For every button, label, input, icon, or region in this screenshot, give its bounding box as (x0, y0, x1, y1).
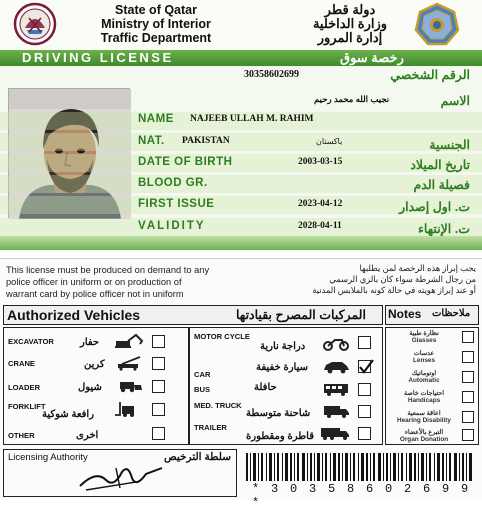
note-glasses (388, 330, 460, 344)
other-label: OTHER (8, 431, 35, 440)
note-label-ar: اعاقة سمعية (407, 410, 441, 417)
note-organ-donation (388, 429, 460, 443)
glasses-checkbox[interactable] (462, 331, 474, 343)
other-label-ar: اخرى (76, 430, 99, 441)
truck-icon (322, 403, 350, 419)
ministry-title: Ministry of Interior (101, 17, 211, 31)
note-handicaps (388, 390, 460, 404)
dob-label-ar: تاريخ الميلاد (410, 158, 470, 172)
note-label: Glasses (411, 337, 437, 344)
validity-row-bg (0, 218, 482, 236)
crane-label-ar: كرين (84, 359, 105, 370)
car-label: CAR (194, 370, 211, 379)
notice-arabic (282, 263, 476, 296)
car-checkbox[interactable] (358, 360, 371, 373)
excavator-checkbox[interactable] (152, 335, 165, 348)
excavator-label-ar: حفار (80, 337, 100, 348)
blood-group-label: BLOOD GR. (138, 177, 208, 189)
blood-row-bg (0, 175, 482, 193)
signature-icon (76, 462, 166, 492)
barcode-number: * 3 0 3 5 8 6 0 2 6 9 9 * (252, 482, 471, 510)
license-back (0, 258, 482, 510)
dob-value: 2003-03-15 (298, 157, 343, 167)
notes-title: Notes (388, 307, 422, 321)
med-truck-label: MED. TRUCK (194, 401, 242, 410)
note-lenses (388, 350, 460, 364)
license-title-ar: رخصة سوق (340, 50, 404, 65)
vehicles-title: Authorized Vehicles (7, 307, 141, 323)
bus-label: BUS (194, 385, 211, 394)
hearing-checkbox[interactable] (462, 411, 474, 423)
forklift-icon (114, 401, 144, 417)
excavator-icon (114, 333, 144, 349)
nationality-value: PAKISTAN (182, 136, 230, 146)
forklift-checkbox[interactable] (152, 403, 165, 416)
vehicles-title-ar: المركبات المصرح بقيادتها (236, 308, 366, 322)
notes-title-ar: ملاحظات (432, 308, 471, 319)
motorcycle-checkbox[interactable] (358, 336, 371, 349)
crane-checkbox[interactable] (152, 357, 165, 370)
nat-row-bg (0, 133, 482, 151)
handicaps-checkbox[interactable] (462, 391, 474, 403)
other-checkbox[interactable] (152, 427, 165, 440)
authority-label-ar: سلطة الترخيص (164, 451, 232, 463)
crane-icon (114, 355, 144, 371)
english-header (66, 3, 246, 45)
note-label-ar: اوتوماتيك (411, 370, 437, 377)
department-title-ar: إدارة المرور (317, 30, 383, 45)
name-label-ar: الاسم (440, 94, 470, 108)
arabic-header (280, 3, 420, 45)
loader-icon (114, 377, 144, 393)
authority-label: Licensing Authority (8, 452, 88, 463)
footer-band (0, 236, 482, 250)
loader-label: LOADER (8, 383, 41, 392)
notice-line: police officer in uniform or on production of (6, 277, 182, 287)
card-separator (0, 250, 482, 258)
first-issue-value: 2023-04-12 (298, 199, 343, 209)
lenses-checkbox[interactable] (462, 351, 474, 363)
notice-line-ar: من رجال الشرطة سواء كان بالزي الرسمي (329, 274, 476, 284)
crane-label: CRANE (8, 359, 36, 368)
notice-line-ar: يجب إبراز هذه الرخصة لمن يطلبها (359, 263, 476, 273)
med-truck-label-ar: شاحنة متوسطة (246, 408, 311, 419)
notice-line: This license must be produced on demand to any (6, 265, 210, 275)
ministry-title-ar: وزارة الداخلية (312, 16, 388, 31)
name-label: NAME (138, 113, 174, 125)
validity-value: 2028-04-11 (298, 221, 342, 231)
first-issue-label-ar: ت. اول إصدار (399, 200, 470, 214)
qatar-emblem-icon (12, 2, 58, 46)
notes-box (385, 327, 479, 445)
car-icon (322, 359, 350, 375)
department-title: Traffic Department (100, 31, 212, 45)
state-title: State of Qatar (115, 3, 197, 17)
forklift-label-ar: رافعة شوكية (42, 409, 95, 420)
notice-line-ar: أو عند إبراز هويته في حالة كونه بالملابس المدنية (312, 285, 476, 295)
dob-label: DATE OF BIRTH (138, 156, 233, 168)
med-truck-checkbox[interactable] (358, 405, 371, 418)
nationality-label-ar: الجنسية (429, 138, 470, 152)
note-label: Hearing Disability (397, 417, 451, 424)
trailer-label: TRAILER (194, 423, 227, 432)
nationality-label: NAT. (138, 135, 165, 147)
bus-label-ar: حافلة (254, 382, 277, 393)
excavator-label: EXCAVATOR (8, 337, 54, 346)
car-label-ar: سيارة خفيفة (256, 362, 308, 373)
motorcycle-label-ar: دراجة نارية (260, 341, 306, 352)
note-label-ar: عدسات (413, 350, 435, 357)
motorcycle-label: MOTOR CYCLE (194, 332, 250, 341)
name-value: NAJEEB ULLAH M. RAHIM (190, 114, 314, 124)
validity-label: VALIDITY (138, 220, 206, 232)
gcc-emblem-icon (414, 2, 460, 46)
trailer-checkbox[interactable] (358, 427, 371, 440)
note-label: Handicaps (407, 397, 441, 404)
notice-english (6, 264, 276, 300)
first-issue-label: FIRST ISSUE (138, 198, 215, 210)
forklift-label: FORKLIFT (8, 402, 46, 411)
note-automatic (388, 370, 460, 384)
note-label: Lenses (412, 357, 436, 364)
validity-label-ar: ت. الإنتهاء (417, 222, 470, 236)
bus-icon (322, 381, 350, 397)
motorcycle-icon (322, 335, 350, 351)
note-label: Organ Donation (399, 436, 449, 443)
loader-checkbox[interactable] (152, 380, 165, 393)
blood-group-label-ar: فصيلة الدم (413, 178, 470, 192)
trailer-icon (320, 425, 350, 441)
license-front (0, 0, 482, 250)
bus-checkbox[interactable] (358, 383, 371, 396)
trailer-label-ar: قاطرة ومقطورة (246, 431, 315, 442)
license-title: DRIVING LICENSE (22, 50, 174, 65)
checkmark-icon (359, 361, 372, 374)
note-hearing (388, 410, 460, 424)
note-label-ar: التبرع بالأعضاء (404, 429, 444, 436)
name-value-ar: نجيب الله محمد رحيم (314, 94, 390, 104)
barcode (244, 453, 476, 481)
note-label-ar: نظارة طبية (409, 330, 439, 337)
notice-line: warrant card by police officer not in uniform (6, 289, 184, 299)
organ-donation-checkbox[interactable] (462, 429, 474, 441)
nationality-value-ar: باكستان (316, 137, 343, 146)
loader-label-ar: شيول (78, 382, 102, 393)
state-title-ar: دولة قطر (324, 2, 376, 17)
automatic-checkbox[interactable] (462, 371, 474, 383)
personal-id-label-ar: الرقم الشخصي (390, 68, 470, 82)
personal-id-value: 30358602699 (244, 69, 299, 80)
note-label-ar: احتياجات خاصة (404, 390, 444, 397)
note-label: Automatic (408, 377, 440, 384)
